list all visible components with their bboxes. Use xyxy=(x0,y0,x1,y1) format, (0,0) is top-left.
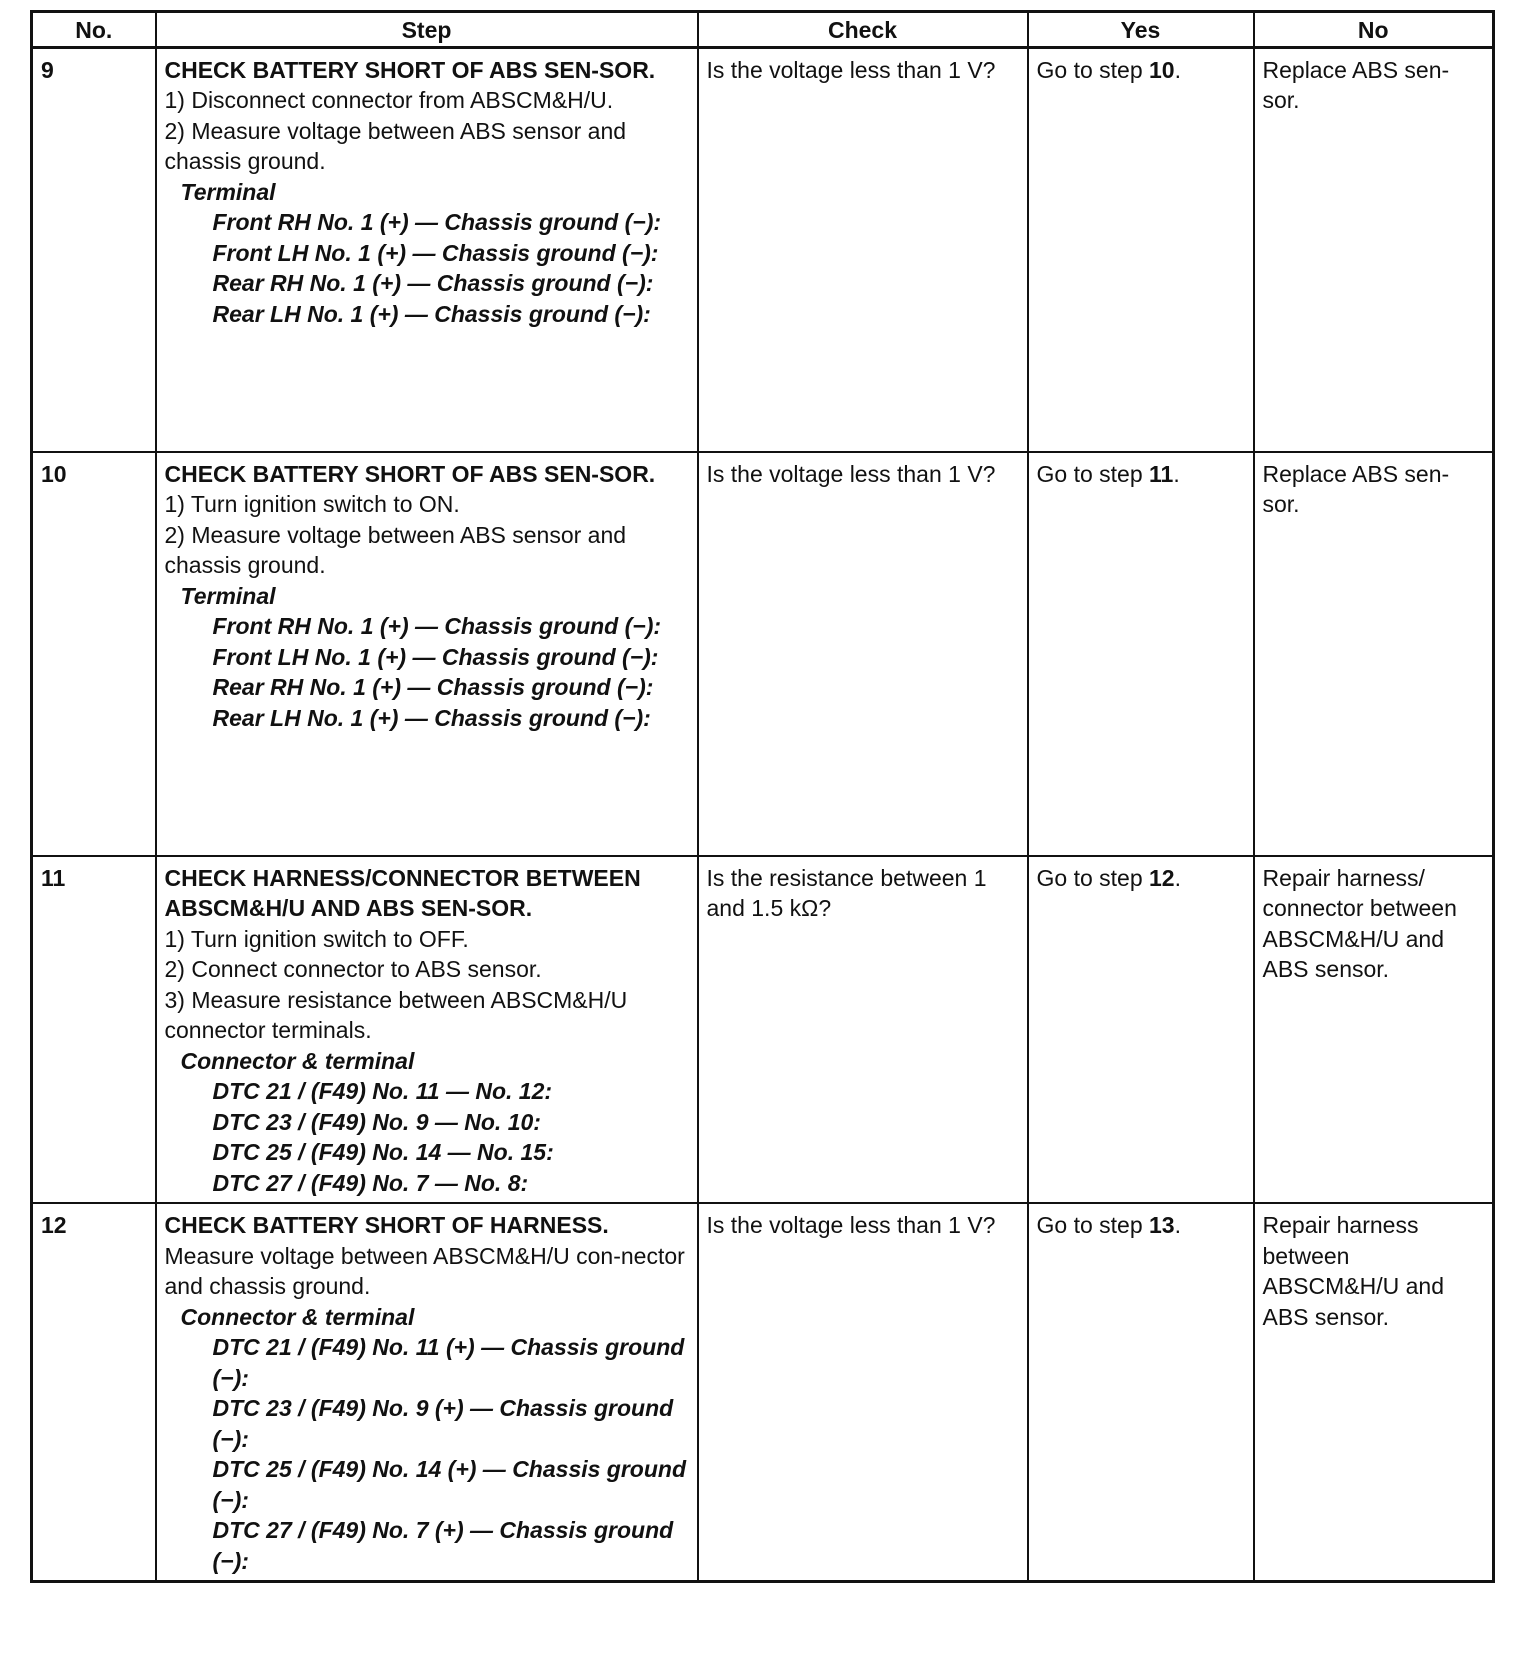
yes-suffix: . xyxy=(1174,56,1181,83)
yes-step-number: 12 xyxy=(1149,864,1175,891)
spec-line: Rear RH No. 1 (+) — Chassis ground (−): xyxy=(212,270,654,296)
yes-cell xyxy=(1028,47,1254,452)
yes-text: Go to step xyxy=(1036,460,1150,487)
table-header-row xyxy=(32,12,1494,48)
step-instruction: 3) Measure resistance between ABSCM&H/U connector terminals. xyxy=(164,986,628,1043)
table-row xyxy=(32,856,1494,1204)
step-instruction: 2) Connect connector to ABS sensor. xyxy=(164,956,542,982)
yes-cell xyxy=(1028,452,1254,856)
no-cell: Replace ABS sen-sor. xyxy=(1254,452,1494,856)
no-cell: Replace ABS sen-sor. xyxy=(1254,47,1494,452)
diagnostic-procedure-table xyxy=(30,10,1495,1583)
column-header-no-result: No xyxy=(1254,12,1494,48)
check-cell: Is the voltage less than 1 V? xyxy=(698,452,1028,856)
step-number: 12 xyxy=(32,1203,156,1582)
column-header-check: Check xyxy=(698,12,1028,48)
yes-step-number: 13 xyxy=(1149,1212,1175,1238)
yes-suffix: . xyxy=(1173,460,1180,487)
step-instruction: 2) Measure voltage between ABS sensor and chassis ground. xyxy=(164,521,627,578)
spec-line: Rear RH No. 1 (+) — Chassis ground (−): xyxy=(212,674,654,700)
spec-line: Front LH No. 1 (+) — Chassis ground (−): xyxy=(212,239,659,266)
step-instruction: Measure voltage between ABSCM&H/U con-nector and chassis ground. xyxy=(164,1242,685,1299)
step-instruction: 1) Disconnect connector from ABSCM&H/U. xyxy=(164,87,614,113)
spec-line: Front RH No. 1 (+) — Chassis ground (−): xyxy=(212,613,662,639)
step-instruction: 2) Measure voltage between ABS sensor and chassis ground. xyxy=(164,117,627,174)
yes-text: Go to step xyxy=(1036,1212,1150,1238)
check-cell: Is the voltage less than 1 V? xyxy=(698,1203,1028,1582)
step-instruction: 1) Turn ignition switch to ON. xyxy=(164,491,460,517)
yes-step-number: 11 xyxy=(1149,460,1174,487)
step-title: CHECK HARNESS/CONNECTOR BETWEEN ABSCM&H/U AND ABS SEN-SOR. xyxy=(164,864,641,921)
step-title: CHECK BATTERY SHORT OF ABS SEN-SOR. xyxy=(164,460,656,487)
yes-cell xyxy=(1028,856,1254,1204)
spec-line: Rear LH No. 1 (+) — Chassis ground (−): xyxy=(212,704,651,731)
spec-heading: Connector & terminal xyxy=(180,1047,415,1074)
check-cell: Is the voltage less than 1 V? xyxy=(698,47,1028,452)
spec-line: DTC 25 / (F49) No. 14 (+) — Chassis ground (−): xyxy=(212,1456,686,1513)
yes-suffix: . xyxy=(1174,1212,1181,1238)
step-cell xyxy=(156,1203,698,1582)
table-row xyxy=(32,1203,1494,1582)
spec-line: DTC 25 / (F49) No. 14 — No. 15: xyxy=(212,1139,554,1165)
spec-line: DTC 23 / (F49) No. 9 — No. 10: xyxy=(212,1108,541,1135)
spec-line: Rear LH No. 1 (+) — Chassis ground (−): xyxy=(212,300,651,327)
yes-text: Go to step xyxy=(1036,864,1150,891)
spec-line: DTC 23 / (F49) No. 9 (+) — Chassis ground (−): xyxy=(212,1395,674,1452)
spec-heading: Terminal xyxy=(180,582,276,609)
spec-line: Front RH No. 1 (+) — Chassis ground (−): xyxy=(212,209,662,235)
spec-heading: Terminal xyxy=(180,178,276,205)
yes-text: Go to step xyxy=(1036,56,1150,83)
table-row xyxy=(32,452,1494,856)
step-title: CHECK BATTERY SHORT OF HARNESS. xyxy=(164,1212,609,1238)
yes-suffix: . xyxy=(1174,864,1181,891)
spec-line: DTC 21 / (F49) No. 11 — No. 12: xyxy=(212,1078,553,1104)
spec-line: DTC 27 / (F49) No. 7 (+) — Chassis ground (−): xyxy=(212,1517,674,1574)
step-title: CHECK BATTERY SHORT OF ABS SEN-SOR. xyxy=(164,56,656,83)
step-cell xyxy=(156,47,698,452)
spec-line: Front LH No. 1 (+) — Chassis ground (−): xyxy=(212,643,659,670)
step-cell xyxy=(156,856,698,1204)
check-cell: Is the resistance between 1 and 1.5 kΩ? xyxy=(698,856,1028,1204)
yes-cell xyxy=(1028,1203,1254,1582)
step-instruction: 1) Turn ignition switch to OFF. xyxy=(164,925,469,952)
spec-heading: Connector & terminal xyxy=(180,1303,415,1330)
column-header-no: No. xyxy=(32,12,156,48)
step-number: 9 xyxy=(32,47,156,452)
column-header-yes: Yes xyxy=(1028,12,1254,48)
step-number: 11 xyxy=(32,856,156,1204)
step-cell xyxy=(156,452,698,856)
no-cell: Repair harness between ABSCM&H/U and ABS sensor. xyxy=(1254,1203,1494,1582)
spec-line: DTC 21 / (F49) No. 11 (+) — Chassis ground (−): xyxy=(212,1334,685,1391)
table-row xyxy=(32,47,1494,452)
no-cell: Repair harness/ connector between ABSCM&H/U and ABS sensor. xyxy=(1254,856,1494,1204)
yes-step-number: 10 xyxy=(1149,56,1175,83)
step-number: 10 xyxy=(32,452,156,856)
spec-line: DTC 27 / (F49) No. 7 — No. 8: xyxy=(212,1169,529,1196)
column-header-step: Step xyxy=(156,12,698,48)
